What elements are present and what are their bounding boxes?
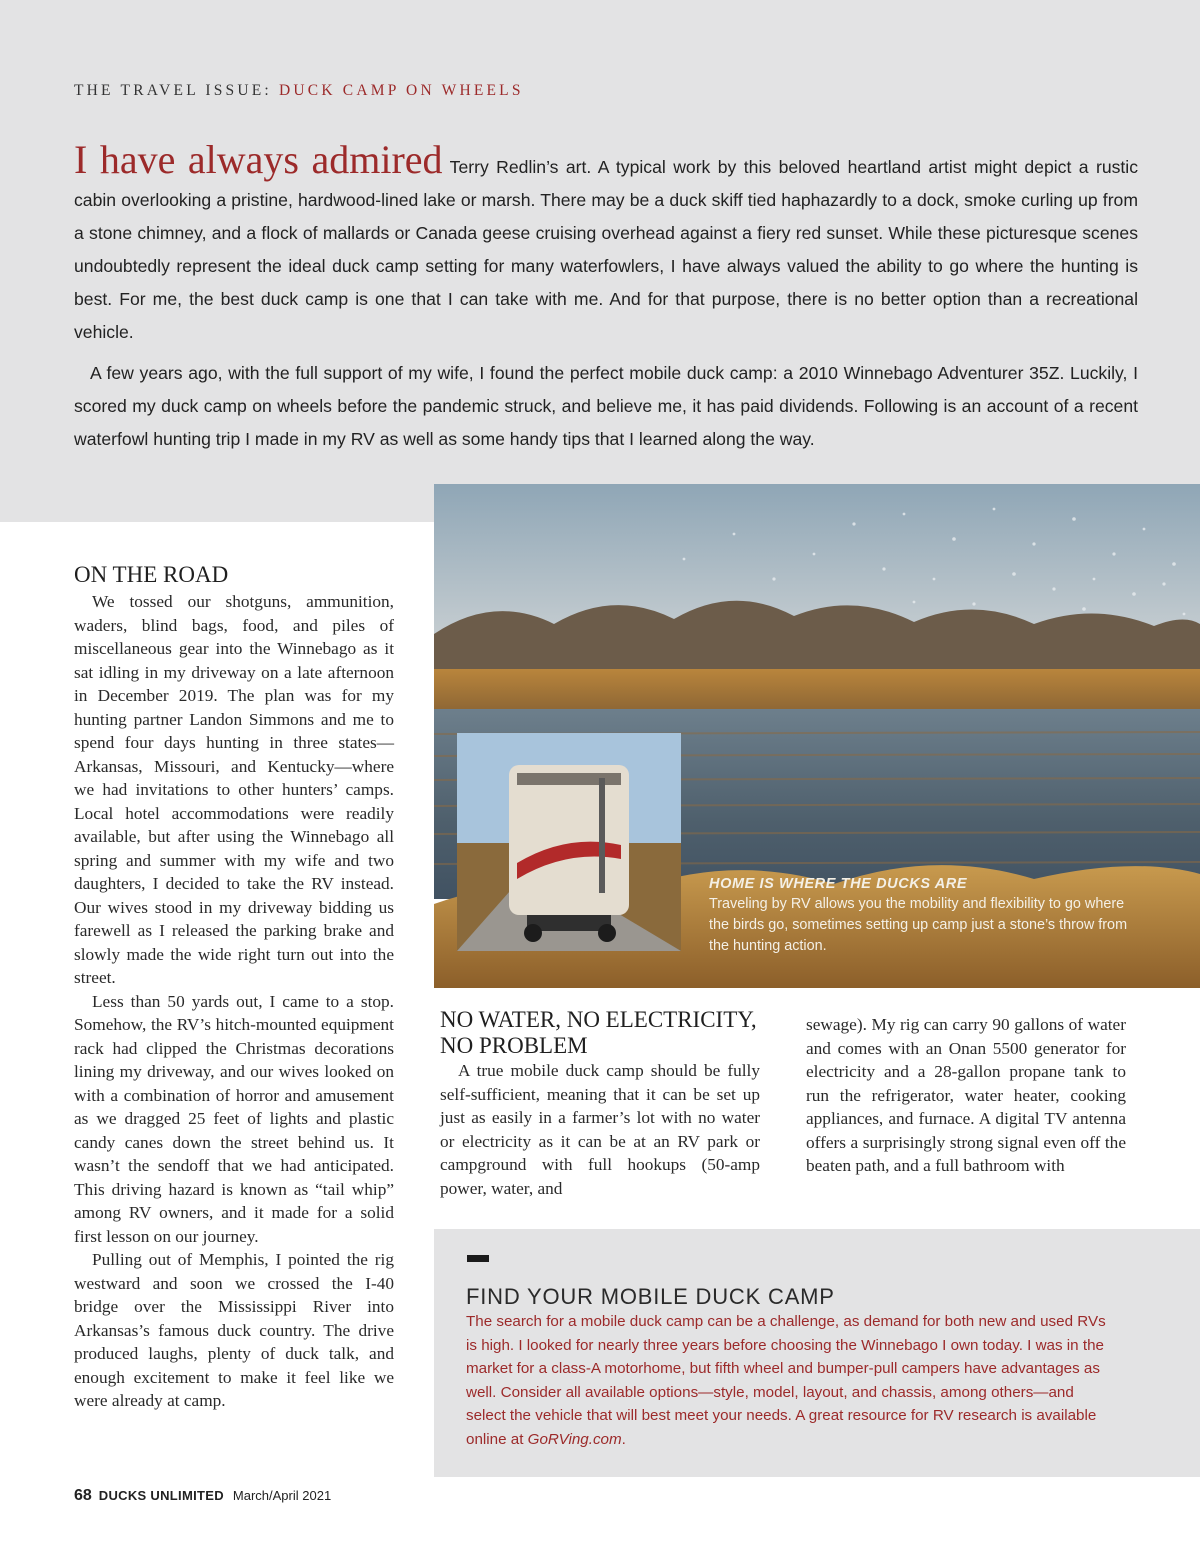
body-paragraph: A true mobile duck camp should be fully self-sufficient, meaning that it can be set up just as easily in a farmer’s lot with no water or electricity as it can be at an RV park or campground with full hookups (50-amp power, water, and (440, 1061, 760, 1198)
section-kicker (74, 82, 524, 100)
intro-paragraph-2: A few years ago, with the full support of my wife, I found the perfect mobile duck camp: a 2010 Winnebago Adventurer 35Z. Luckily, I scored my duck camp on wheels before the pandemic struck, and believe me, it has paid dividends. Following is an account of a recent waterfowl hunting trip I made in my RV as well as some handy tips that I learned along the way. (74, 363, 1138, 449)
sidebar-text (466, 1310, 1116, 1451)
rv-inset-photo (457, 733, 681, 951)
photo-caption (709, 874, 1129, 957)
kicker-story: DUCK CAMP ON WHEELS (279, 82, 524, 99)
body-paragraph: Pulling out of Memphis, I pointed the rig westward and soon we crossed the I-40 bridge over the Mississippi River into Arkansas’s famous duck country. The drive produced laughs, plenty of duck talk, and enough excitement to make it feel like we were already at camp. (74, 1250, 394, 1410)
sidebar-link[interactable]: GoRVing.com (527, 1430, 622, 1448)
kicker-issue: THE TRAVEL ISSUE: (74, 82, 272, 99)
page-footer (74, 1487, 331, 1505)
heading-no-water: NO WATER, NO ELECTRICITY, NO PROBLEM (440, 1007, 757, 1058)
intro-text-1: Terry Redlin’s art. A typical work by this beloved heartland artist might depict a rustic cabin overlooking a pristine, hardwood-lined lake or marsh. There may be a duck skiff tied haphazardly to a dock, smoke curling up from a stone chimney, and a flock of mallards or Canada geese cruising overhead against a fiery red sunset. While these picturesque scenes undoubtedly represent the ideal duck camp setting for many waterfowlers, I have always valued the ability to go where the hunting is best. For me, the best duck camp is one that I can take with me. And for that purpose, there is no better option than a recreational vehicle. (74, 157, 1138, 342)
body-paragraph: Less than 50 yards out, I came to a stop. Somehow, the RV’s hitch-mounted equipment rack had clipped the Christmas decorations lining my driveway, and our wives looked on with a combination of horror and amusement as we dragged 25 feet of lights and plastic candy canes down the street behind us. It wasn’t the sendoff that we had anticipated. This driving hazard is known as “tail whip” among RV owners, and it made for a solid first lesson on our journey. (74, 991, 394, 1246)
body-paragraph: sewage). My rig can carry 90 gallons of water and comes with an Onan 5500 generator for electricity and a 28-gallon propane tank to run the refrigerator, water heater, cooking appliances, and furnace. A digital TV antenna offers a surprisingly strong signal even off the beaten path, and a full bathroom with (806, 1015, 1126, 1175)
sidebar-dash (467, 1255, 489, 1262)
sidebar-body: The search for a mobile duck camp can be a challenge, as demand for both new and used RVs is high. I looked for nearly three years before choosing the Winnebago I own today. I was in the market for a class-A motorhome, but fifth wheel and bumper-pull campers have advantages as well. Consider all available options—style, model, layout, and chassis, among others—and select the vehicle that will best meet your needs. A great resource for RV research is available online at (466, 1313, 1106, 1448)
column-left (74, 562, 394, 1413)
rv-inset-illustration (457, 733, 681, 951)
intro-paragraph-1 (74, 137, 1138, 349)
caption-text: Traveling by RV allows you the mobility and flexibility to go where the birds go, sometimes setting up camp just a stone’s throw from the hunting action. (709, 896, 1128, 954)
drop-in-headline: I have always admired (74, 137, 443, 182)
column-right (806, 1013, 1126, 1178)
page-number: 68 (74, 1487, 92, 1504)
magazine-name: DUCKS UNLIMITED (98, 1488, 224, 1503)
sidebar-period: . (621, 1430, 626, 1448)
sidebar-title: FIND YOUR MOBILE DUCK CAMP (466, 1284, 835, 1309)
heading-on-the-road: ON THE ROAD (74, 562, 229, 587)
body-paragraph: We tossed our shotguns, ammunition, waders, blind bags, food, and piles of miscellaneous gear into the Winnebago as it sat idling in my driveway on a late afternoon in December 2019. The plan was for my hunting partner Landon Simmons and me to spend four days hunting in three states—Arkansas, Missouri, and Kentucky—where we had invitations to other hunters’ camps. Local hotel accommodations were readily available, but after using the Winnebago all spring and summer with my wife and two daughters, I decided to take the RV instead. Our wives stood in my driveway bidding us farewell as I released the parking brake and slowly made the wide right turn out into the street. (74, 592, 394, 987)
caption-title: HOME IS WHERE THE DUCKS ARE (709, 876, 968, 892)
column-middle (440, 1007, 760, 1200)
issue-date: March/April 2021 (232, 1488, 332, 1503)
